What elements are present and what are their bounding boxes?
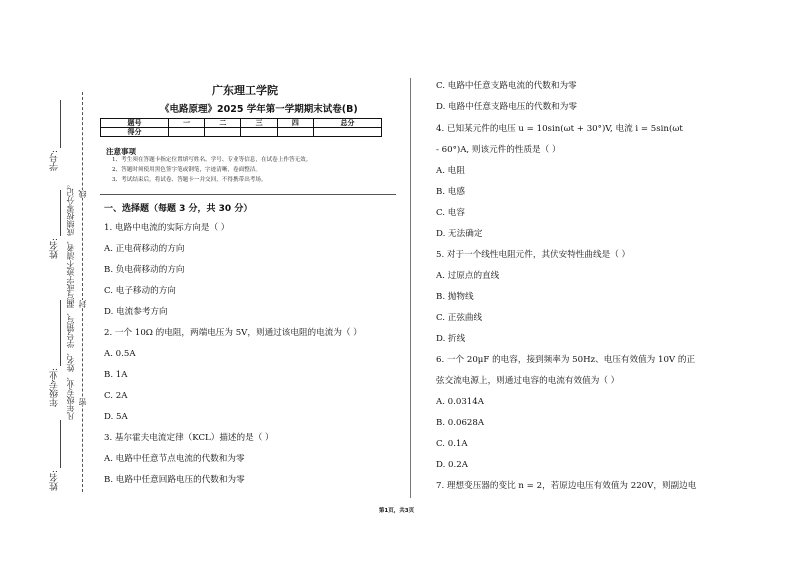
seal-mark-line: 线 [78,190,87,198]
option-line: A. 正电荷移动的方向 [104,244,185,254]
faculty-name-label: 姓名: [50,470,60,492]
score-table-cell[interactable] [205,128,241,137]
option-line: D. 电路中任意支路电压的代数和为零 [436,102,577,112]
school-name: 广东理工学院 [212,84,278,97]
option-line: C. 正弦曲线 [436,313,483,323]
student-id-underline [60,100,61,148]
warning-text: 凡年级专业、姓名、学号错写、漏写或字迹不清者，成绩按零分记。 [66,180,75,420]
section-divider [100,194,396,195]
seal-mark-seal: 封 [78,300,87,308]
faculty-underline [60,420,61,468]
option-line: B. 负电荷移动的方向 [104,265,185,275]
notice-item: 1、考生须在答题卡指定位置填写姓名、学号、专业等信息，在试卷上作答无效。 [112,157,312,163]
option-line: B. 1A [104,370,128,380]
question-line: - 60°)A, 则该元件的性质是（ ） [436,145,561,155]
question-line: 4. 已知某元件的电压 u = 10sin(ωt + 30°)V, 电流 i = 5sin(ωt [436,124,683,134]
option-line: B. 抛物线 [436,292,474,302]
score-table-cell: 二 [205,119,241,128]
score-table-cell: 三 [241,119,277,128]
notice-heading: 注意事项 [106,147,136,156]
dashed-seal-line [82,92,83,492]
option-line: A. 电路中任意节点电流的代数和为零 [104,454,245,464]
grade-major-underline [60,300,61,366]
score-table-cell[interactable] [313,128,381,137]
option-line: A. 0.5A [104,349,136,359]
option-line: C. 电路中任意支路电流的代数和为零 [436,81,577,91]
option-line: D. 0.2A [436,460,468,470]
score-table-cell: 总分 [313,119,381,128]
option-line: B. 电感 [436,187,465,197]
score-table-cell[interactable] [277,128,313,137]
name-underline [60,190,61,236]
score-table-score-row [101,128,382,137]
score-table-cell: 四 [277,119,313,128]
seal-mark-dense: 密 [78,398,87,406]
score-table-cell: 题号 [101,119,169,128]
question-line: 6. 一个 20μF 的电容，接到频率为 50Hz、电压有效值为 10V 的正 [436,355,696,365]
exam-title: 《电路原理》2025 学年第一学期期末试卷(B) [160,104,358,115]
score-table-cell[interactable] [168,128,204,137]
option-line: D. 5A [104,412,128,422]
option-line: C. 2A [104,391,128,401]
option-line: B. 电路中任意回路电压的代数和为零 [104,475,245,485]
notice-item: 2、答题时须使用黑色签字笔或钢笔，字迹清晰，卷面整洁。 [112,167,261,173]
option-line: A. 电阻 [436,166,465,176]
option-line: D. 电流参考方向 [104,307,168,317]
page-number: 第1页，共3页 [378,508,415,514]
question-line: 2. 一个 10Ω 的电阻，两端电压为 5V，则通过该电阻的电流为（ ） [104,328,362,338]
column-divider [410,78,411,498]
option-line: B. 0.0628A [436,418,485,428]
section1-heading: 一、选择题（每题 3 分，共 30 分） [104,204,253,214]
option-line: C. 0.1A [436,439,468,449]
question-line: 弦交流电源上，则通过电容的电流有效值为（ ） [436,376,620,386]
option-line: D. 无法确定 [436,229,483,239]
question-line: 5. 对于一个线性电阻元件，其伏安特性曲线是（ ） [436,250,631,260]
option-line: A. 0.0314A [436,397,484,407]
name-label: 姓名: [50,238,60,260]
notice-item: 3、考试结束后，将试卷、答题卡一并交回，不得携带出考场。 [112,177,267,183]
score-table [100,118,382,137]
question-line: 7. 理想变压器的变比 n = 2，若原边电压有效值为 220V，则副边电 [436,481,697,491]
option-line: A. 过原点的直线 [436,271,500,281]
score-table-cell: 一 [168,119,204,128]
score-table-header-row [101,119,382,128]
score-table-cell: 得分 [101,128,169,137]
question-line: 3. 基尔霍夫电流定律（KCL）描述的是（ ） [104,433,274,443]
student-id-label: 学号: [50,150,60,172]
option-line: D. 折线 [436,334,466,344]
option-line: C. 电容 [436,208,465,218]
score-table-cell[interactable] [241,128,277,137]
option-line: C. 电子移动的方向 [104,286,176,296]
question-line: 1. 电路中电流的实际方向是（ ） [104,223,230,233]
grade-major-label: 年级专业: [50,368,60,408]
